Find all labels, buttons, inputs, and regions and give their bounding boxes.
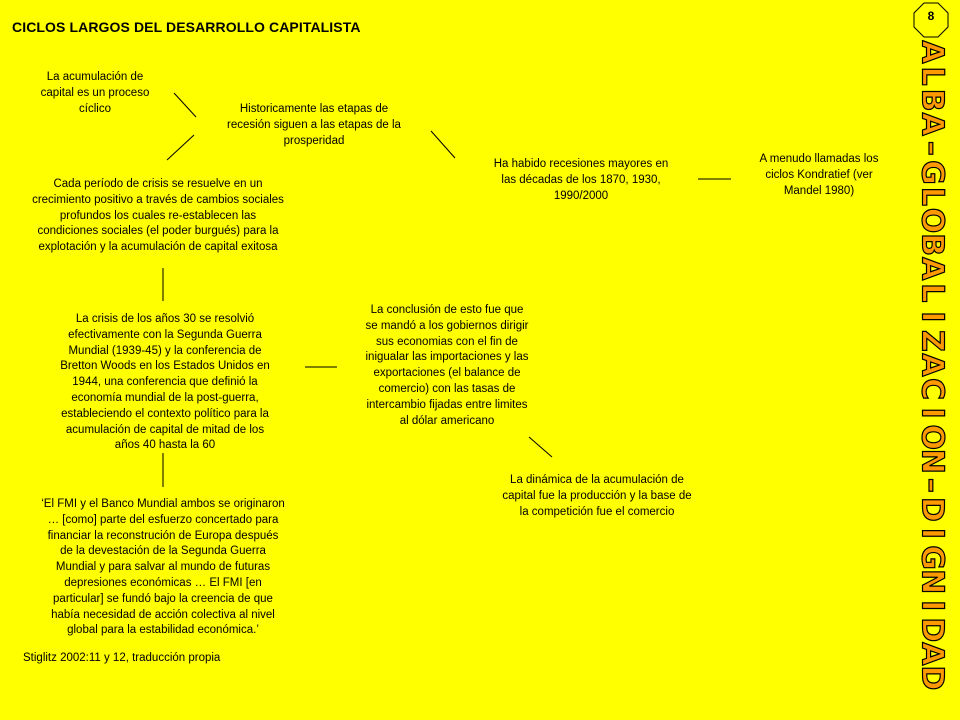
- node-crisis-periodo: Cada período de crisis se resuelve en un crecimiento positivo a través de cambios sociales profundos los cuales re-establecen las condiciones sociales (el poder burgués) para la explotación y la acumulación de capital exitosa: [32, 178, 284, 254]
- vertical-letter: A: [914, 112, 950, 136]
- vertical-letter: I: [914, 407, 950, 419]
- vertical-letter: B: [914, 88, 950, 112]
- page-title: CICLOS LARGOS DEL DESARROLLO CAPITALISTA: [12, 19, 361, 35]
- vertical-letter: O: [914, 424, 950, 450]
- vertical-letter: N: [914, 448, 950, 474]
- node-acumulacion: La acumulación de capital es un proceso cíclico: [40, 71, 150, 115]
- node-crisis-30: La crisis de los años 30 se resolvió efectivamente con la Segunda Guerra Mundial (1939-45) y la conferencia de Bretton Woods en los Estados Unidos en 1944, una conferencia que definió la economía mundial de la post-guerra, estableciendo el contexto político para la acumulación de capital de mitad de los años 40 hasta la 60: [60, 313, 270, 452]
- citation: Stiglitz 2002:11 y 12, traducción propia: [23, 652, 221, 664]
- vertical-letter: L: [914, 186, 950, 207]
- node-conclusion: La conclusión de esto fue que se mandó a los gobiernos dirigir sus economias con el fin de inigualar las importaciones y las exportaciones (el balance de comercio) con las tasas de intercambio fijadas entre limites al dólar americano: [365, 304, 529, 427]
- vertical-letter: O: [914, 207, 950, 234]
- node-historicamente: Historicamente las etapas de recesión siguen a las etapas de la prosperidad: [227, 103, 401, 147]
- node-fmi-quote: ‘El FMI y el Banco Mundial ambos se originaron … [como] parte del esfuerzo concertado para financiar la reconstrución de Europa después de la devestación de la Segunda Guerra Mundial y para salvar al mundo de futuras depresiones económicas … El FMI [en particular] se fundó bajo la creencia de que había necesidad de acción colectiva al nivel global para la estabilidad económica.’: [41, 498, 285, 637]
- vertical-letter: –: [914, 477, 950, 493]
- vertical-letter: D: [914, 496, 950, 522]
- connector-crisis-historicamente: [167, 135, 194, 160]
- node-recesiones: Ha habido recesiones mayores en las décadas de los 1870, 1930, 1990/2000: [493, 158, 669, 202]
- node-dinamica: La dinámica de la acumulación de capital fue la producción y la base de la competición fue el comercio: [502, 474, 692, 518]
- vertical-letter: N: [914, 569, 950, 595]
- vertical-letter: A: [914, 40, 950, 64]
- connector-acumulacion-historicamente: [174, 93, 196, 117]
- vertical-letter: A: [914, 642, 950, 666]
- vertical-letter: L: [914, 283, 950, 303]
- vertical-letter: D: [914, 617, 950, 643]
- vertical-letter: C: [914, 378, 950, 401]
- vertical-letter: D: [914, 665, 950, 690]
- vertical-letter: B: [914, 233, 950, 257]
- node-kondratief: A menudo llamadas los ciclos Kondratief (ver Mandel 1980): [759, 153, 879, 197]
- vertical-letter: A: [914, 257, 950, 281]
- vertical-letter: L: [914, 66, 950, 86]
- vertical-letter: I: [914, 527, 950, 540]
- page-number: 8: [927, 9, 935, 23]
- vertical-letter: A: [914, 353, 950, 377]
- vertical-letter: –: [914, 140, 950, 156]
- vertical-letter: Z: [914, 330, 950, 352]
- vertical-letter: I: [914, 311, 950, 323]
- vertical-letter: G: [914, 545, 950, 570]
- connector-conclusion-dinamica: [529, 437, 552, 457]
- vertical-letter: G: [914, 160, 950, 185]
- vertical-title-art: [904, 40, 960, 690]
- vertical-letter: I: [914, 600, 950, 612]
- connector-historicamente-recesiones: [431, 131, 455, 158]
